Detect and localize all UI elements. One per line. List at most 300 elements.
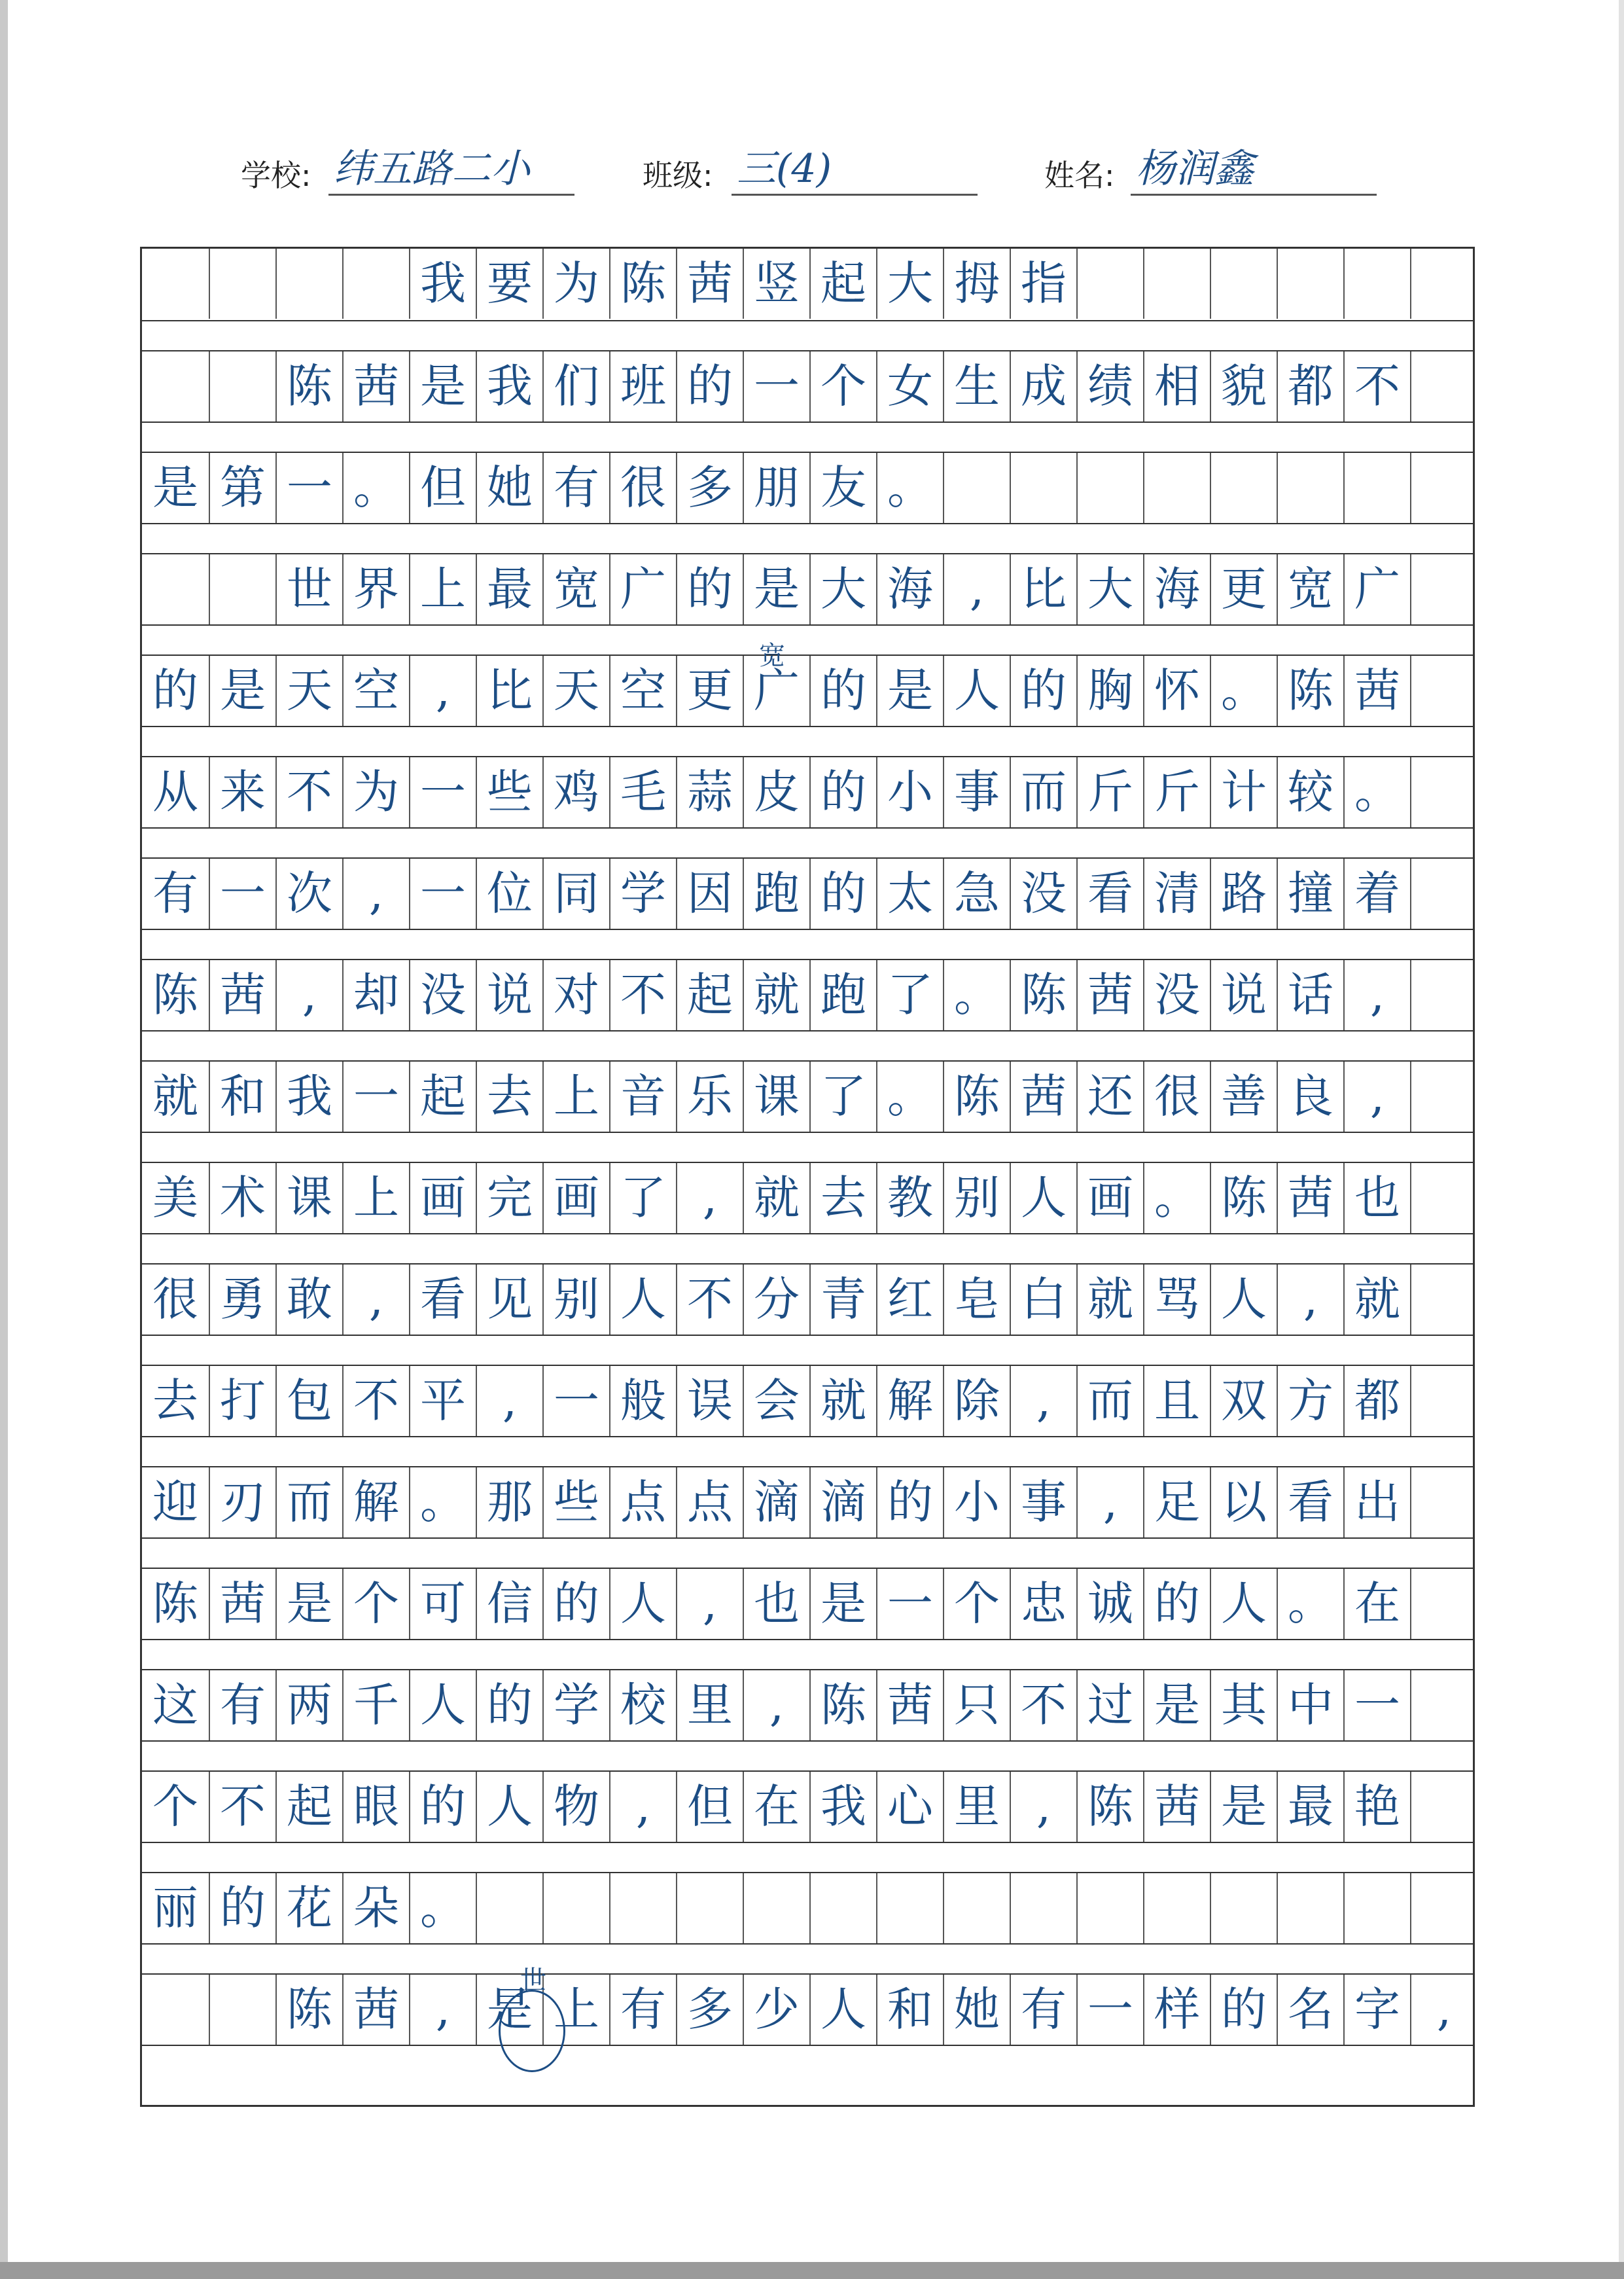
grid-cell bbox=[1410, 960, 1477, 1030]
grid-cell: 大 bbox=[1076, 554, 1143, 624]
scan-edge-right bbox=[1619, 0, 1624, 2279]
grid-cell: 花 bbox=[275, 1873, 342, 1943]
grid-cell: 的 bbox=[542, 1569, 609, 1639]
grid-cell: 海 bbox=[1143, 554, 1210, 624]
grid-cell: , bbox=[1010, 1772, 1076, 1842]
grid-cell bbox=[876, 1873, 943, 1943]
class-label: 班级: bbox=[643, 158, 713, 193]
grid-cell: 的 bbox=[1210, 1975, 1277, 2045]
grid-cell: 打 bbox=[209, 1366, 275, 1436]
grid-cell: 最 bbox=[1277, 1772, 1343, 1842]
grid-cell: 一 bbox=[409, 859, 476, 929]
grid-cell: 陈 bbox=[1210, 1163, 1277, 1233]
grid-cell: 方 bbox=[1277, 1366, 1343, 1436]
grid-cell: 人 bbox=[1210, 1265, 1277, 1335]
grid-cell: 了 bbox=[876, 960, 943, 1030]
grid-cell bbox=[1010, 1873, 1076, 1943]
grid-cell: 和 bbox=[209, 1062, 275, 1132]
grid-cell: 陈 bbox=[1277, 656, 1343, 726]
grid-cell: , bbox=[1010, 1366, 1076, 1436]
grid-cell: 些 bbox=[476, 757, 542, 827]
grid-cell: 都 bbox=[1277, 351, 1343, 422]
grid-cell: 是 bbox=[1210, 1772, 1277, 1842]
grid-cell: 校 bbox=[609, 1670, 676, 1740]
grid-cell: , bbox=[409, 1975, 476, 2045]
grid-cell: 没 bbox=[1010, 859, 1076, 929]
grid-cell bbox=[1410, 656, 1477, 726]
circle-mark bbox=[499, 1990, 565, 2072]
grid-cell: 拇 bbox=[943, 249, 1010, 319]
grid-cell: 们 bbox=[542, 351, 609, 422]
grid-cell: 。 bbox=[409, 1467, 476, 1537]
grid-cell: 的 bbox=[476, 1670, 542, 1740]
grid-cell: 这 bbox=[152, 1678, 198, 1732]
grid-cell: 看 bbox=[1277, 1467, 1343, 1537]
grid-cell: 在 bbox=[1343, 1569, 1410, 1639]
grid-cell bbox=[609, 1873, 676, 1943]
grid-cell: 相 bbox=[1143, 351, 1210, 422]
grid-cell: 别 bbox=[943, 1163, 1010, 1233]
grid-cell: 较 bbox=[1277, 757, 1343, 827]
grid-cell: 不 bbox=[1010, 1670, 1076, 1740]
grid-cell: 丽 bbox=[152, 1881, 198, 1935]
grid-cell: 就 bbox=[1343, 1265, 1410, 1335]
grid-row bbox=[142, 1263, 1473, 1336]
grid-cell: 很 bbox=[609, 453, 676, 523]
grid-cell: 敢 bbox=[275, 1265, 342, 1335]
grid-cell: , bbox=[342, 1265, 409, 1335]
grid-cell: 滴 bbox=[809, 1467, 876, 1537]
grid-row bbox=[142, 1162, 1473, 1234]
grid-row bbox=[142, 249, 1473, 321]
grid-cell: 物 bbox=[542, 1772, 609, 1842]
grid-cell: 起 bbox=[676, 960, 743, 1030]
grid-cell bbox=[1410, 1772, 1477, 1842]
grid-cell: 没 bbox=[1143, 960, 1210, 1030]
grid-row bbox=[142, 959, 1473, 1032]
grid-cell: 跑 bbox=[743, 859, 809, 929]
grid-cell bbox=[142, 554, 209, 624]
grid-cell: 一 bbox=[876, 1569, 943, 1639]
school-label: 学校: bbox=[241, 158, 311, 193]
grid-cell: 其 bbox=[1210, 1670, 1277, 1740]
grid-cell: , bbox=[609, 1772, 676, 1842]
grid-cell: 滴 bbox=[743, 1467, 809, 1537]
grid-cell: 的 bbox=[1010, 656, 1076, 726]
grid-cell: 茜 bbox=[1076, 960, 1143, 1030]
grid-cell: 。 bbox=[876, 453, 943, 523]
grid-cell: 说 bbox=[1210, 960, 1277, 1030]
grid-cell: 也 bbox=[1343, 1163, 1410, 1233]
grid-cell: 空 bbox=[342, 656, 409, 726]
grid-cell: 陈 bbox=[1010, 960, 1076, 1030]
grid-row bbox=[142, 1669, 1473, 1742]
grid-cell bbox=[1277, 453, 1343, 523]
grid-cell: 她 bbox=[476, 453, 542, 523]
grid-cell: 但 bbox=[409, 453, 476, 523]
grid-cell: 只 bbox=[943, 1670, 1010, 1740]
grid-cell bbox=[1210, 1873, 1277, 1943]
grid-cell bbox=[1076, 453, 1143, 523]
grid-cell: 更 bbox=[1210, 554, 1277, 624]
name-value: 杨润鑫 bbox=[1131, 144, 1377, 196]
grid-row bbox=[142, 1060, 1473, 1133]
grid-cell: 了 bbox=[809, 1062, 876, 1132]
grid-cell: , bbox=[275, 960, 342, 1030]
grid-cell: 个 bbox=[342, 1569, 409, 1639]
grid-cell: 茜 bbox=[1010, 1062, 1076, 1132]
grid-cell: 世 bbox=[275, 554, 342, 624]
grid-cell: 的 bbox=[809, 859, 876, 929]
grid-cell: 平 bbox=[409, 1366, 476, 1436]
grid-cell: , bbox=[743, 1670, 809, 1740]
grid-row bbox=[142, 857, 1473, 930]
grid-cell: 人 bbox=[1210, 1569, 1277, 1639]
grid-cell: 起 bbox=[275, 1772, 342, 1842]
grid-cell: 了 bbox=[609, 1163, 676, 1233]
grid-cell: 友 bbox=[809, 453, 876, 523]
grid-cell: 陈 bbox=[275, 351, 342, 422]
grid-cell: 绩 bbox=[1076, 351, 1143, 422]
grid-cell: 对 bbox=[542, 960, 609, 1030]
grid-cell: 两 bbox=[275, 1670, 342, 1740]
grid-cell: 画 bbox=[1076, 1163, 1143, 1233]
grid-cell bbox=[142, 249, 209, 319]
grid-cell bbox=[1076, 1873, 1143, 1943]
grid-cell: 陈 bbox=[152, 1577, 198, 1630]
grid-cell: 就 bbox=[743, 1163, 809, 1233]
grid-cell: 大 bbox=[876, 249, 943, 319]
grid-cell bbox=[1143, 1873, 1210, 1943]
grid-cell: 可 bbox=[409, 1569, 476, 1639]
grid-cell: 个 bbox=[152, 1780, 198, 1833]
grid-cell bbox=[1277, 1873, 1343, 1943]
grid-cell: , bbox=[476, 1366, 542, 1436]
grid-cell bbox=[1076, 249, 1143, 319]
grid-cell: 跑 bbox=[809, 960, 876, 1030]
grid-row bbox=[142, 350, 1473, 423]
grid-cell bbox=[1410, 757, 1477, 827]
grid-cell: 茜 bbox=[342, 351, 409, 422]
grid-cell bbox=[1410, 1062, 1477, 1132]
grid-cell: 我 bbox=[275, 1062, 342, 1132]
grid-cell bbox=[342, 249, 409, 319]
grid-cell: 都 bbox=[1343, 1366, 1410, 1436]
grid-cell: , bbox=[676, 1163, 743, 1233]
grid-cell: 的 bbox=[209, 1873, 275, 1943]
scan-edge-left bbox=[0, 0, 8, 2279]
grid-cell: 画 bbox=[542, 1163, 609, 1233]
grid-cell: 音 bbox=[609, 1062, 676, 1132]
grid-cell: 个 bbox=[943, 1569, 1010, 1639]
grid-cell: 和 bbox=[876, 1975, 943, 2045]
grid-cell: 茜 bbox=[1343, 656, 1410, 726]
grid-cell: 忠 bbox=[1010, 1569, 1076, 1639]
grid-cell: 大 bbox=[809, 554, 876, 624]
grid-cell: 里 bbox=[943, 1772, 1010, 1842]
grid-cell: 信 bbox=[476, 1569, 542, 1639]
grid-cell: 看 bbox=[1076, 859, 1143, 929]
grid-cell: 急 bbox=[943, 859, 1010, 929]
grid-cell: 课 bbox=[743, 1062, 809, 1132]
grid-cell: 心 bbox=[876, 1772, 943, 1842]
grid-cell: 双 bbox=[1210, 1366, 1277, 1436]
grid-cell: 白 bbox=[1010, 1265, 1076, 1335]
grid-cell bbox=[676, 1873, 743, 1943]
grid-cell: 要 bbox=[476, 249, 542, 319]
grid-cell bbox=[142, 1975, 209, 2045]
grid-cell: 茜 bbox=[209, 1569, 275, 1639]
grid-row bbox=[142, 655, 1473, 727]
school-value: 纬五路二小 bbox=[328, 144, 574, 196]
grid-cell: 没 bbox=[409, 960, 476, 1030]
grid-row bbox=[142, 1770, 1473, 1843]
grid-cell bbox=[142, 351, 209, 422]
grid-cell: 个 bbox=[809, 351, 876, 422]
grid-cell: 的 bbox=[676, 351, 743, 422]
grid-cell: 除 bbox=[943, 1366, 1010, 1436]
grid-cell: 成 bbox=[1010, 351, 1076, 422]
grid-cell: 来 bbox=[209, 757, 275, 827]
grid-cell: , bbox=[1343, 960, 1410, 1030]
grid-cell: , bbox=[1076, 1467, 1143, 1537]
grid-cell: 为 bbox=[342, 757, 409, 827]
grid-cell: 茜 bbox=[876, 1670, 943, 1740]
grid-cell: 善 bbox=[1210, 1062, 1277, 1132]
grid-cell bbox=[1210, 249, 1277, 319]
grid-cell: 还 bbox=[1076, 1062, 1143, 1132]
scan-edge-bottom bbox=[0, 2262, 1624, 2279]
grid-cell: 是 bbox=[743, 554, 809, 624]
grid-cell: 人 bbox=[476, 1772, 542, 1842]
grid-cell: 蒜 bbox=[676, 757, 743, 827]
grid-cell: 陈 bbox=[943, 1062, 1010, 1132]
grid-cell bbox=[1410, 1163, 1477, 1233]
grid-cell: 人 bbox=[609, 1265, 676, 1335]
grid-cell: 上 bbox=[342, 1163, 409, 1233]
grid-cell: 撞 bbox=[1277, 859, 1343, 929]
grid-cell: 一 bbox=[1076, 1975, 1143, 2045]
grid-cell: 斤 bbox=[1143, 757, 1210, 827]
grid-cell: , bbox=[676, 1569, 743, 1639]
grid-cell: 学 bbox=[609, 859, 676, 929]
grid-cell: 朵 bbox=[342, 1873, 409, 1943]
grid-cell: 有 bbox=[609, 1975, 676, 2045]
grid-cell: 。 bbox=[943, 960, 1010, 1030]
grid-cell: 不 bbox=[1343, 351, 1410, 422]
grid-cell: 术 bbox=[209, 1163, 275, 1233]
grid-cell: 为 bbox=[542, 249, 609, 319]
grid-row bbox=[142, 1872, 1473, 1945]
grid-cell bbox=[209, 1975, 275, 2045]
grid-cell: 广 bbox=[743, 656, 809, 726]
grid-cell: 胸 bbox=[1076, 656, 1143, 726]
grid-cell: 海 bbox=[876, 554, 943, 624]
grid-cell: 陈 bbox=[152, 968, 198, 1022]
grid-cell: 空 bbox=[609, 656, 676, 726]
grid-cell: 是 bbox=[876, 656, 943, 726]
grid-cell: 千 bbox=[342, 1670, 409, 1740]
grid-cell: 但 bbox=[676, 1772, 743, 1842]
grid-cell: 去 bbox=[152, 1374, 198, 1427]
grid-cell: 解 bbox=[342, 1467, 409, 1537]
grid-cell bbox=[943, 1873, 1010, 1943]
grid-cell bbox=[809, 1873, 876, 1943]
grid-cell bbox=[943, 453, 1010, 523]
grid-cell: 鸡 bbox=[542, 757, 609, 827]
grid-cell: 的 bbox=[676, 554, 743, 624]
grid-cell: 不 bbox=[342, 1366, 409, 1436]
grid-cell: 斤 bbox=[1076, 757, 1143, 827]
grid-cell: 茜 bbox=[209, 960, 275, 1030]
grid-cell: 我 bbox=[476, 351, 542, 422]
grid-cell: 人 bbox=[409, 1670, 476, 1740]
grid-cell: 去 bbox=[809, 1163, 876, 1233]
grid-cell: 起 bbox=[409, 1062, 476, 1132]
grid-cell: 分 bbox=[743, 1265, 809, 1335]
grid-cell: 在 bbox=[743, 1772, 809, 1842]
grid-cell: 一 bbox=[275, 453, 342, 523]
grid-cell: 太 bbox=[876, 859, 943, 929]
grid-cell: 足 bbox=[1143, 1467, 1210, 1537]
grid-cell bbox=[1410, 453, 1477, 523]
grid-cell: 第 bbox=[209, 453, 275, 523]
grid-cell bbox=[542, 1873, 609, 1943]
grid-cell: 广 bbox=[609, 554, 676, 624]
grid-cell bbox=[1410, 1670, 1477, 1740]
grid-cell bbox=[1143, 453, 1210, 523]
grid-cell: 少 bbox=[743, 1975, 809, 2045]
grid-cell: 我 bbox=[409, 249, 476, 319]
grid-cell: 话 bbox=[1277, 960, 1343, 1030]
grid-cell bbox=[1410, 859, 1477, 929]
grid-cell bbox=[476, 1873, 542, 1943]
grid-cell: 良 bbox=[1277, 1062, 1343, 1132]
grid-cell: 。 bbox=[1277, 1569, 1343, 1639]
grid-cell: 比 bbox=[1010, 554, 1076, 624]
grid-cell bbox=[1410, 1467, 1477, 1537]
grid-cell: 点 bbox=[609, 1467, 676, 1537]
grid-cell: 毛 bbox=[609, 757, 676, 827]
grid-cell: 的 bbox=[1143, 1569, 1210, 1639]
insertion-mark: 世 bbox=[520, 1965, 546, 1996]
grid-cell: 茜 bbox=[676, 249, 743, 319]
grid-cell: 别 bbox=[542, 1265, 609, 1335]
grid-cell: 也 bbox=[743, 1569, 809, 1639]
grid-row bbox=[142, 553, 1473, 626]
grid-cell: 。 bbox=[409, 1873, 476, 1943]
grid-cell bbox=[209, 351, 275, 422]
grid-cell: 包 bbox=[275, 1366, 342, 1436]
grid-cell: 有 bbox=[209, 1670, 275, 1740]
grid-cell: 以 bbox=[1210, 1467, 1277, 1537]
grid-cell: 说 bbox=[476, 960, 542, 1030]
grid-cell: 一 bbox=[1343, 1670, 1410, 1740]
grid-cell: 看 bbox=[409, 1265, 476, 1335]
grid-cell bbox=[1343, 249, 1410, 319]
grid-cell: 。 bbox=[342, 453, 409, 523]
grid-cell: 陈 bbox=[275, 1975, 342, 2045]
grid-cell: 我 bbox=[809, 1772, 876, 1842]
grid-cell: 次 bbox=[275, 859, 342, 929]
grid-cell: 是 bbox=[209, 656, 275, 726]
grid-cell: 最 bbox=[476, 554, 542, 624]
grid-cell: 宽 bbox=[542, 554, 609, 624]
grid-cell: 过 bbox=[1076, 1670, 1143, 1740]
grid-cell: , bbox=[1277, 1265, 1343, 1335]
grid-row bbox=[142, 756, 1473, 829]
grid-cell: 陈 bbox=[1076, 1772, 1143, 1842]
grid-cell: 陈 bbox=[609, 249, 676, 319]
grid-cell: , bbox=[342, 859, 409, 929]
grid-cell: 皮 bbox=[743, 757, 809, 827]
grid-cell: 却 bbox=[342, 960, 409, 1030]
grid-cell: 小 bbox=[943, 1467, 1010, 1537]
grid-cell: 有 bbox=[1010, 1975, 1076, 2045]
grid-cell: 的 bbox=[809, 656, 876, 726]
grid-cell: 皂 bbox=[943, 1265, 1010, 1335]
grid-cell: 貌 bbox=[1210, 351, 1277, 422]
grid-cell: 。 bbox=[1343, 757, 1410, 827]
grid-cell: 是 bbox=[809, 1569, 876, 1639]
grid-cell: 迎 bbox=[152, 1475, 198, 1529]
grid-cell: 样 bbox=[1143, 1975, 1210, 2045]
grid-cell bbox=[1410, 1366, 1477, 1436]
grid-cell bbox=[1143, 249, 1210, 319]
grid-cell: 字 bbox=[1343, 1975, 1410, 2045]
grid-row bbox=[142, 1466, 1473, 1539]
grid-cell: 多 bbox=[676, 453, 743, 523]
grid-cell: 很 bbox=[1143, 1062, 1210, 1132]
grid-cell bbox=[1010, 453, 1076, 523]
grid-cell: 着 bbox=[1343, 859, 1410, 929]
grid-cell: 般 bbox=[609, 1366, 676, 1436]
class-value: 三(4) bbox=[732, 144, 978, 196]
grid-cell: 些 bbox=[542, 1467, 609, 1537]
grid-cell bbox=[1343, 453, 1410, 523]
grid-cell: 是 bbox=[1143, 1670, 1210, 1740]
grid-cell: 是 bbox=[409, 351, 476, 422]
grid-cell bbox=[1277, 249, 1343, 319]
grid-cell: , bbox=[1410, 1975, 1477, 2045]
grid-cell: 美 bbox=[152, 1171, 198, 1225]
grid-cell: 乐 bbox=[676, 1062, 743, 1132]
grid-cell: 上 bbox=[542, 1062, 609, 1132]
grid-cell: 而 bbox=[1010, 757, 1076, 827]
grid-cell: 。 bbox=[1210, 656, 1277, 726]
grid-cell: 诚 bbox=[1076, 1569, 1143, 1639]
grid-cell: 朋 bbox=[743, 453, 809, 523]
grid-cell: 小 bbox=[876, 757, 943, 827]
grid-cell: 宽 bbox=[1277, 554, 1343, 624]
grid-cell: 茜 bbox=[1277, 1163, 1343, 1233]
grid-cell: 就 bbox=[1076, 1265, 1143, 1335]
grid-cell: 不 bbox=[209, 1772, 275, 1842]
grid-cell: 起 bbox=[809, 249, 876, 319]
grid-cell: 人 bbox=[809, 1975, 876, 2045]
grid-cell bbox=[1210, 453, 1277, 523]
grid-cell: 不 bbox=[275, 757, 342, 827]
grid-cell: 就 bbox=[809, 1366, 876, 1436]
grid-cell: 一 bbox=[342, 1062, 409, 1132]
grid-cell: 中 bbox=[1277, 1670, 1343, 1740]
grid-cell: 眼 bbox=[342, 1772, 409, 1842]
grid-cell: 学 bbox=[542, 1670, 609, 1740]
grid-cell: 是 bbox=[152, 461, 198, 514]
grid-cell: 位 bbox=[476, 859, 542, 929]
grid-cell: 多 bbox=[676, 1975, 743, 2045]
grid-cell: 的 bbox=[876, 1467, 943, 1537]
